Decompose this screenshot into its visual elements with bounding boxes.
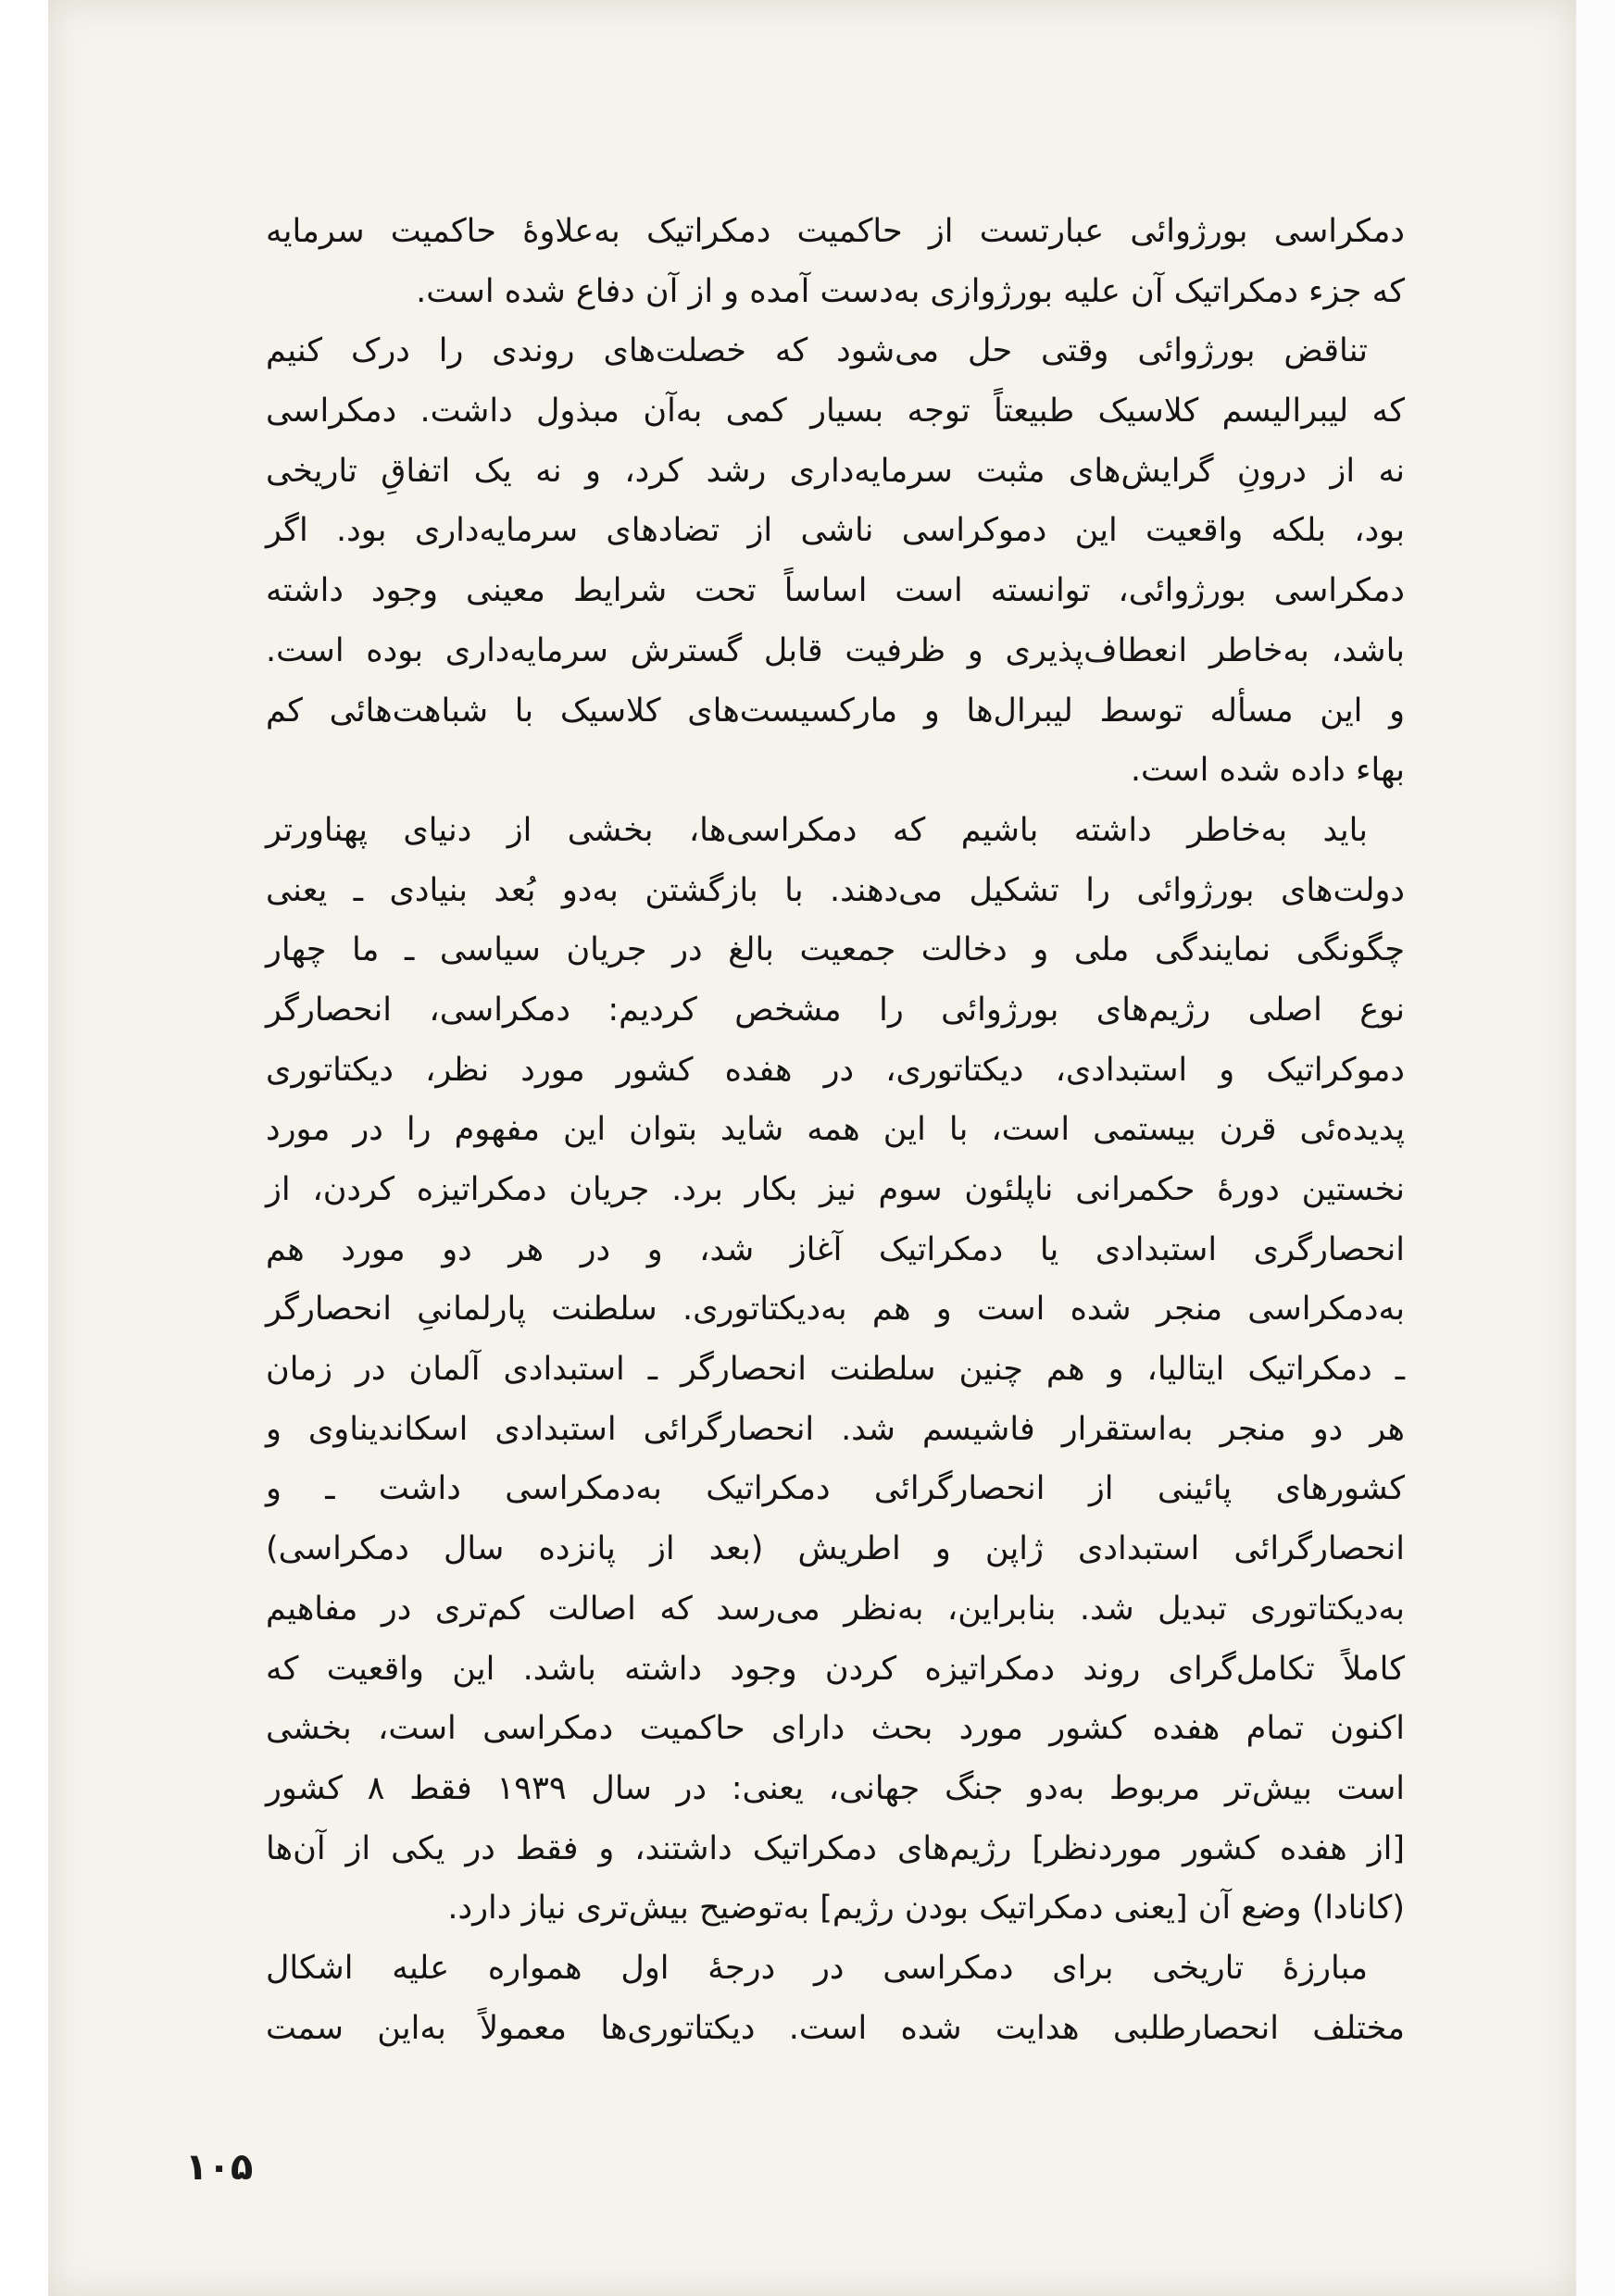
text-line: تناقض بورژوائی وقتی حل می‌شود که خصلت‌های روندی را درک کنیم [266,332,1368,370]
text-line: دمکراسی بورژوائی، توانسته است اساساً تحت شرایط معینی وجود داشته [266,572,1405,610]
text-line: کشورهای پائینی از انحصارگرائی دمکراتیک به‌دمکراسی داشت ـ و [266,1470,1405,1508]
text-line: دموکراتیک و استبدادی، دیکتاتوری، در هفده کشور مورد نظر، دیکتاتوری [266,1051,1405,1089]
page-body-text [266,202,1405,2058]
text-line: نه از درونِ گرایش‌های مثبت سرمایه‌داری رشد کرد، و نه یک اتفاقِ تاریخی [266,452,1405,490]
text-line: بود، بلکه واقعیت این دموکراسی ناشی از تضادهای سرمایه‌داری بود. اگر [266,512,1405,550]
text-line: انحصارگری استبدادی یا دمکراتیک آغاز شد، و در هر دو مورد هم [266,1230,1405,1268]
text-line: اکنون تمام هفده کشور مورد بحث دارای حاکمیت دمکراسی است، بخشی [266,1710,1405,1748]
text-line: هر دو منجر به‌استقرار فاشیسم شد. انحصارگرائی استبدادی اسکاندیناوی و [266,1410,1405,1448]
text-line: مختلف انحصارطلبی هدایت شده است. دیکتاتوری‌ها معمولاً به‌این سمت [266,2009,1405,2047]
text-line: نخستین دورهٔ حکمرانی ناپلئون سوم نیز بکار برد. جریان دمکراتیزه کردن، از [266,1171,1405,1208]
text-line: باید به‌خاطر داشته باشیم که دمکراسی‌ها، بخشی از دنیای پهناورتر [266,811,1368,849]
text-line: و این مسأله توسط لیبرال‌ها و مارکسیست‌های کلاسیک با شباهت‌هائی کم [266,692,1405,730]
text-line: که جزء دمکراتیک آن علیه بورژوازی به‌دست آمده و از آن دفاع شده است. [416,272,1405,310]
text-line: دمکراسی بورژوائی عبارتست از حاکمیت دمکراتیک به‌علاوهٔ حاکمیت سرمایه [266,213,1405,250]
text-line: (کانادا) وضع آن [یعنی دمکراتیک بودن رژیم] به‌توضیح بیش‌تری نیاز دارد. [447,1890,1405,1928]
text-line: باشد، به‌خاطر انعطاف‌پذیری و ظرفیت قابل گسترش سرمایه‌داری بوده است. [266,631,1405,669]
text-line: دولت‌های بورژوائی را تشکیل می‌دهند. با بازگشتن به‌دو بُعد بنیادی ـ یعنی [266,871,1405,909]
text-line: مبارزهٔ تاریخی برای دمکراسی در درجهٔ اول همواره علیه اشکال [266,1949,1368,1987]
text-line: انحصارگرائی استبدادی ژاپن و اطریش (بعد از پانزده سال دمکراسی) [266,1530,1405,1568]
text-line: به‌دیکتاتوری تبدیل شد. بنابراین، به‌نظر می‌رسد که اصالت کم‌تری در مفاهیم [266,1590,1405,1628]
page-number: ۱۰۵ [185,2146,254,2189]
scan-margin-right [1576,0,1615,2296]
text-line: چگونگی نمایندگی ملی و دخالت جمعیت بالغ در جریان سیاسی ـ ما چهار [266,931,1405,969]
text-line: کاملاً تکامل‌گرای روند دمکراتیزه کردن وجود داشته باشد. این واقعیت که [266,1650,1405,1688]
text-line: پدیده‌ئی قرن بیستمی است، با این همه شاید بتوان این مفهوم را در مورد [266,1111,1405,1149]
text-line: نوع اصلی رژیم‌های بورژوائی را مشخص کردیم: دمکراسی، انحصارگر [266,991,1405,1029]
text-line: ـ دمکراتیک ایتالیا، و هم چنین سلطنت انحصارگر ـ استبدادی آلمان در زمان [266,1351,1405,1389]
scan-margin-left [0,0,48,2296]
text-line: [از هفده کشور موردنظر] رژیم‌های دمکراتیک داشتند، و فقط در یکی از آن‌ها [266,1829,1405,1867]
text-line: است بیش‌تر مربوط به‌دو جنگ جهانی، یعنی: در سال ۱۹۳۹ فقط ۸ کشور [266,1769,1405,1807]
text-line: بهاء داده شده است. [1130,752,1405,790]
text-line: به‌دمکراسی منجر شده است و هم به‌دیکتاتوری. سلطنت پارلمانیِ انحصارگر [266,1291,1405,1329]
text-line: که لیبرالیسم کلاسیک طبیعتاً توجه بسیار کمی به‌آن مبذول داشت. دمکراسی [266,393,1405,430]
